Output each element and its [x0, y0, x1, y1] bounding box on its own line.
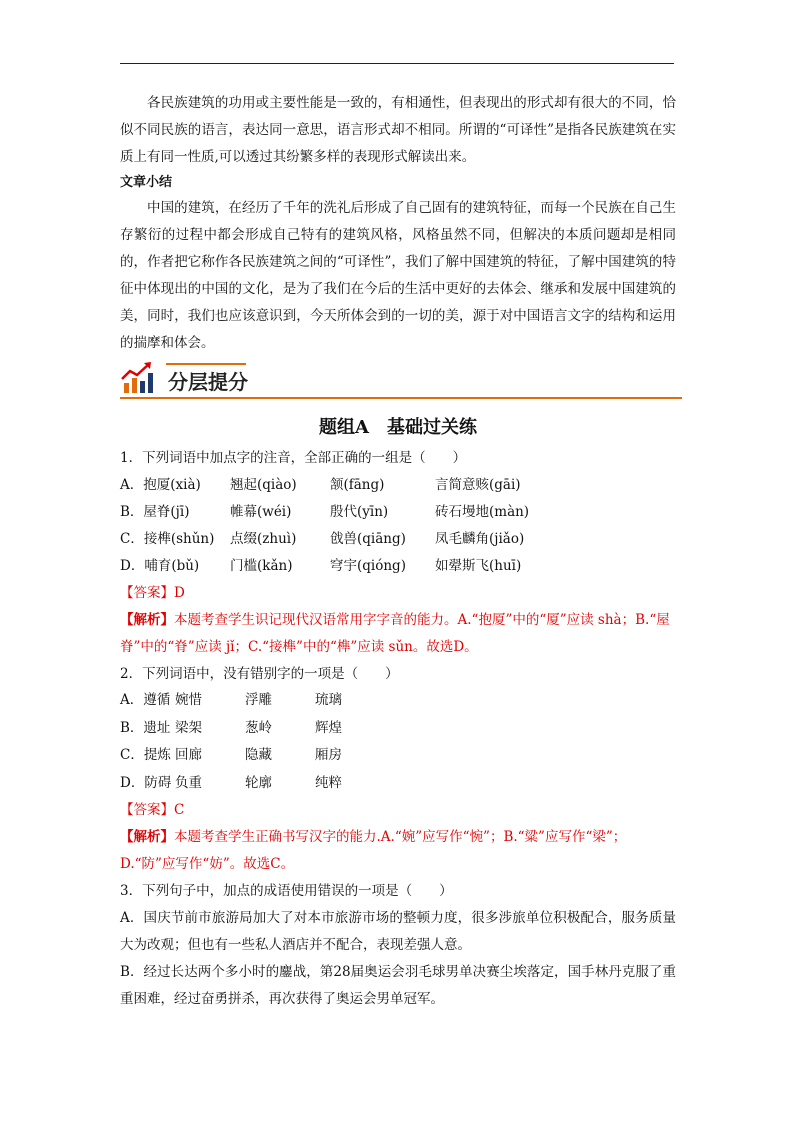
question-3-option-b: B．经过长达两个多小时的鏖战，第28届奥运会羽毛球男单决赛尘埃落定，国手林丹克服了重重困难，经过奋勇拼杀，再次获得了奥运会男单冠军。: [120, 963, 676, 1007]
q1-option-d-1: D．哺育(bǔ): [120, 557, 200, 574]
question-1-analysis: [120, 607, 676, 661]
q1-option-c-1: C．接榫(shǔn): [120, 530, 215, 547]
document-page: [120, 90, 676, 1013]
q1-option-b-1: B．屋脊(jī): [120, 503, 190, 520]
q2-option-c-1: C．提炼: [120, 747, 171, 763]
summary-text: 中国的建筑，在经历了千年的洗礼后形成了自己固有的建筑特征，而每一个民族在自己生存繁衍的过程中都会形成自己特有的建筑风格，风格虽然不同，但解决的本质问题却是相同的，作者把它称作各民族建筑之间的“可译性”，我们了解中国建筑的特征，了解中国建筑的特征中体现出的中国的文化，是为了我们在今后的生活中更好的去体会、继承和发展中国建筑的美，同时，我们也应该意识到，今天所体会到的一切的美，源于对中国语言文字的结构和运用的揣摩和体会。: [120, 200, 676, 351]
q1-option-c-2: 点缀(zhuì): [230, 530, 297, 547]
q2-option-a-2: 婉惜: [175, 692, 202, 708]
q1-option-b-4: 砖石墁地(màn): [435, 503, 530, 520]
q2-option-b-2: 梁架: [175, 719, 202, 736]
q1-option-a-4: 言简意赅(gāi): [435, 476, 521, 493]
q2-option-d-3: 轮廓: [245, 774, 272, 791]
q1-option-c-4: 凤毛麟角(jiǎo): [435, 530, 525, 547]
q1-option-a-3: 颔(fāng): [330, 476, 385, 493]
q2-option-a-4: 琉璃: [315, 692, 342, 708]
group-title: 题组A 基础过关练: [319, 417, 477, 438]
q1-option-b-3: 殷代(yīn): [330, 503, 389, 520]
q2-option-d-1: D．防碍: [120, 774, 172, 791]
q1-option-d-3: 穹宇(qióng): [330, 557, 406, 574]
section-banner: [120, 359, 676, 403]
question-3-option-a: A．国庆节前市旅游局加大了对本市旅游市场的整顿力度，很多涉旅单位积极配合，服务质量大为改观；但也有一些私人酒店并不配合，表现差强人意。: [120, 909, 676, 953]
header-rule: [120, 63, 674, 64]
q1-option-b-2: 帷幕(wéi): [230, 503, 292, 520]
question-2-options: [120, 687, 676, 797]
banner-accent-line: [166, 363, 246, 365]
analysis-tag: 【解析】: [120, 829, 174, 845]
banner-rule: [120, 397, 682, 399]
question-3-stem: 3．下列句子中，加点的成语使用错误的一项是（ ）: [120, 883, 453, 899]
q2-option-a-1: A．遵循: [120, 692, 171, 708]
q2-option-c-2: 回廊: [175, 747, 202, 763]
question-1-stem: 1．下列词语中加点字的注音，全部正确的一组是（ ）: [120, 450, 467, 466]
section-title: 分层提分: [168, 370, 248, 394]
q2-option-c-4: 厢房: [315, 747, 342, 763]
q2-option-b-4: 辉煌: [315, 719, 342, 736]
q2-option-d-4: 纯粹: [315, 774, 342, 791]
question-2-stem: 2．下列词语中，没有错别字的一项是（ ）: [120, 665, 399, 682]
question-1-answer: 【答案】D: [120, 584, 185, 601]
q2-option-b-1: B．遗址: [120, 719, 171, 736]
q2-option-a-3: 浮雕: [245, 692, 272, 708]
analysis-text: 本题考查学生正确书写汉字的能力.A.“婉”应写作“惋”；B.“粱”应写作“梁”；D.“防”应写作“妨”。故选C。: [120, 829, 627, 872]
question-1-options: [120, 472, 676, 580]
q1-option-a-2: 翘起(qiào): [230, 476, 297, 493]
analysis-text: 本题考查学生识记现代汉语常用字字音的能力。A.“抱厦”中的“厦”应读 shà；B.“屋脊”中的“脊”应读 jǐ；C.“接榫”中的“榫”应读 sǔn。故选D。: [120, 611, 670, 655]
summary-heading: 文章小结: [120, 175, 173, 190]
q1-option-d-4: 如翚斯飞(huī): [435, 557, 522, 574]
growth-chart-icon: [120, 361, 156, 395]
intro-paragraph: 各民族建筑的功用或主要性能是一致的，有相通性，但表现出的形式却有很大的不同，恰似不同民族的语言，表达同一意思，语言形式却不相同。所谓的“可译性”是指各民族建筑在实质上有同一性质,可以透过其纷繁多样的表现形式解读出来。: [120, 95, 676, 165]
question-2-answer: 【答案】C: [120, 802, 185, 818]
question-2-analysis: [120, 824, 676, 878]
analysis-tag: 【解析】: [120, 611, 174, 628]
q2-option-d-2: 负重: [175, 774, 202, 791]
q2-option-b-3: 葱岭: [245, 719, 272, 736]
q1-option-c-3: 戗兽(qiāng): [330, 530, 406, 547]
q1-option-d-2: 门槛(kǎn): [230, 557, 293, 574]
q2-option-c-3: 隐藏: [245, 747, 272, 763]
q1-option-a-1: A．抱厦(xià): [120, 476, 201, 493]
